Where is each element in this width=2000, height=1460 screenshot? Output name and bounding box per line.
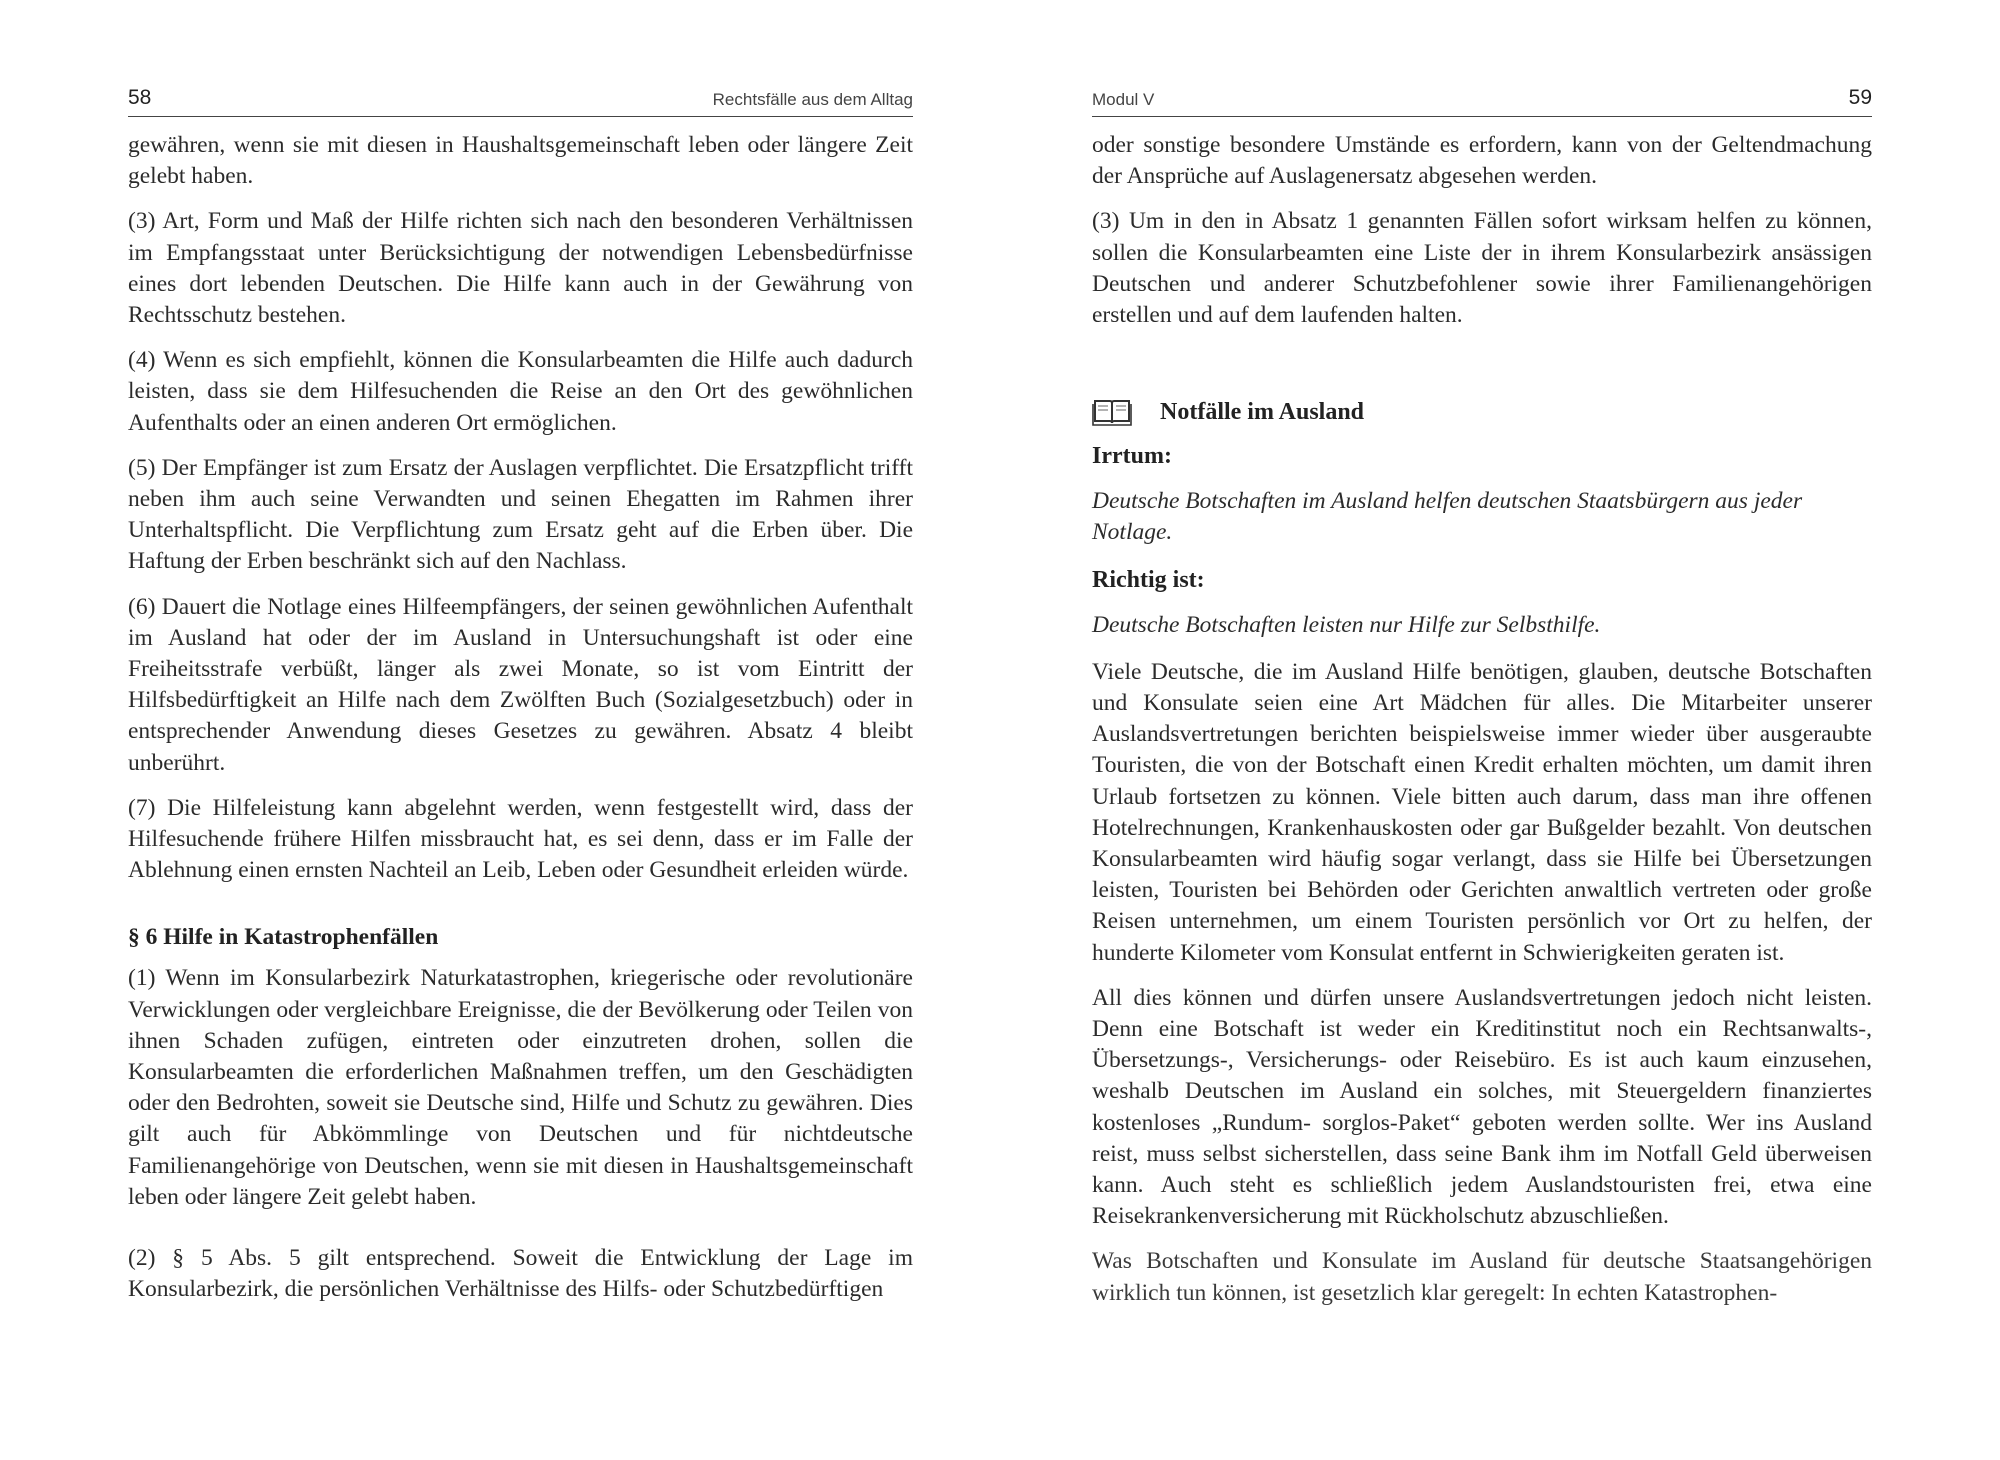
richtig-text: Deutsche Botschaften leisten nur Hilfe zur Selbsthilfe. <box>1092 611 1601 638</box>
paragraph: (2) § 5 Abs. 5 gilt entsprechend. Soweit die Entwicklung der Lage im Konsularbezirk, die persönlichen Verhältnisse des Hilfs- oder Schutzbedürftigen <box>128 1245 913 1303</box>
irrtum-text: Deutsche Botschaften im Ausland helfen deutschen Staatsbürgern aus jeder Notlage. <box>1092 488 1803 546</box>
box-title: Notfälle im Ausland <box>1160 399 1365 426</box>
paragraph: gewähren, wenn sie mit diesen in Haushaltsgemeinschaft leben oder längere Zeit gelebt haben. <box>128 132 913 190</box>
paragraph: All dies können und dürfen unsere Auslandsvertretungen jedoch nicht leisten. Denn eine Botschaft ist weder ein Kreditinstitut noch ein Rechtsanwalts-, Übersetzungs-, Versicherungs- oder Reisebüro. Es ist auch kaum einzusehen, weshalb Deutschen im Ausland ein solches, mit Steuergeldern finanziertes kostenloses „Rundum- sorglos-Paket“ geboten werden sollte. Wer ins Ausland reist, muss selbst sicherstellen, dass seine Bank ihm im Notfall Geld überweisen kann. Auch steht es schließlich jedem Auslandstouristen frei, etwa eine Reisekrankenversicherung mit Rückholschutz abzuschließen. <box>1092 984 1872 1230</box>
paragraph: (7) Die Hilfeleistung kann abgelehnt werden, wenn festgestellt wird, dass der Hilfesuchende frühere Hilfen missbraucht hat, es sei denn, dass er im Falle der Ablehnung einen ernsten Nachteil an Leib, Leben oder Gesundheit erleiden würde. <box>128 794 913 884</box>
running-title: Modul V <box>1092 90 1155 109</box>
paragraph: (3) Um in den in Absatz 1 genannten Fällen sofort wirksam helfen zu können, sollen die Konsularbeamten eine Liste der in ihrem Konsularbezirk ansässigen Deutschen und anderer Schutzbefohlener sowie ihrer Familienangehörigen erstellen und auf dem laufenden halten. <box>1092 208 1872 329</box>
left-page <box>128 0 913 1460</box>
paragraph: (3) Art, Form und Maß der Hilfe richten sich nach den besonderen Verhältnissen im Empfangsstaat unter Berücksichtigung der notwendigen Lebensbedürfnisse eines dort lebenden Deutschen. Die Hilfe kann auch in der Gewährung von Rechtsschutz bestehen. <box>128 208 913 329</box>
paragraph: Was Botschaften und Konsulate im Ausland für deutsche Staatsangehörigen wirklich tun können, ist gesetzlich klar geregelt: In echten Katastrophen- <box>1092 1248 1872 1306</box>
richtig-label: Richtig ist: <box>1092 566 1205 593</box>
irrtum-label: Irrtum: <box>1092 443 1172 470</box>
book-icon <box>1092 397 1132 427</box>
right-page <box>1092 0 1872 1460</box>
paragraph: (4) Wenn es sich empfiehlt, können die Konsularbeamten die Hilfe auch dadurch leisten, dass sie dem Hilfesuchenden die Reise an den Ort des gewöhnlichen Aufenthalts oder an einen anderen Ort ermöglichen. <box>128 347 913 436</box>
paragraph: (5) Der Empfänger ist zum Ersatz der Auslagen verpflichtet. Die Ersatzpflicht trifft neben ihm auch seine Verwandten und seinen Ehegatten im Rahmen ihrer Unterhaltspflicht. Die Verpflichtung zum Ersatz geht auf die Erben über. Die Haftung der Erben beschränkt sich auf den Nachlass. <box>128 454 913 575</box>
page-number: 58 <box>128 86 152 109</box>
paragraph: (1) Wenn im Konsularbezirk Naturkatastrophen, kriegerische oder revolutionäre Verwicklungen oder vergleichbare Ereignisse, die der Bevölkerung oder Teilen von ihnen Schaden zufügen, eintreten oder einzutreten drohen, sollen die Konsularbeamten die erforderlichen Maßnahmen treffen, um den Geschädigten oder den Bedrohten, soweit sie Deutsche sind, Hilfe und Schutz zu gewähren. Dies gilt auch für Abkömmlinge von Deutschen und für nichtdeutsche Familienangehörige von Deutschen, wenn sie mit diesen in Haushaltsgemeinschaft leben oder längere Zeit gelebt haben. <box>128 965 913 1210</box>
page-number: 59 <box>1848 86 1872 109</box>
running-title: Rechtsfälle aus dem Alltag <box>712 90 913 109</box>
right-page-body <box>1092 130 1872 1323</box>
paragraph: (6) Dauert die Notlage eines Hilfeempfängers, der seinen gewöhnlichen Aufenthalt im Ausland hat oder der im Ausland in Untersuchungshaft ist oder eine Freiheitsstrafe verbüßt, länger als zwei Monate, so ist vom Eintritt der Hilfsbedürftigkeit an Hilfe nach dem Zwölften Buch (Sozialgesetzbuch) oder in entsprechender Anwendung dieses Gesetzes zu gewähren. Absatz 4 bleibt unberührt. <box>128 593 913 776</box>
paragraph: oder sonstige besondere Umstände es erfordern, kann von der Geltendmachung der Ansprüche auf Auslagenersatz abgesehen werden. <box>1092 132 1872 190</box>
left-running-head <box>128 82 913 117</box>
right-running-head <box>1092 82 1872 117</box>
section-heading: § 6 Hilfe in Katastrophenfällen <box>128 924 439 951</box>
info-box-heading <box>1092 397 1872 427</box>
left-page-body <box>128 130 913 1320</box>
paragraph: Viele Deutsche, die im Ausland Hilfe benötigen, glauben, deutsche Botschaften und Konsulate seien eine Art Mädchen für alles. Die Mitarbeiter unserer Auslandsvertretungen berichten beispielsweise immer wieder über ausgeraubte Touristen, die von der Botschaft einen Kredit erhalten möchten, um damit ihren Urlaub fortsetzen zu können. Viele bitten auch darum, dass man ihre offenen Hotelrechnungen, Krankenhauskosten oder gar Bußgelder bezahlt. Von deutschen Konsularbeamten wird häufig sogar verlangt, dass sie Hilfe bei Übersetzungen leisten, Touristen bei Behörden oder Gerichten anwaltlich vertreten oder große Reisen unternehmen, um einem Touristen persönlich vor Ort zu helfen, der hunderte Kilometer vom Konsulat entfernt in Schwierigkeiten geraten ist. <box>1092 658 1872 966</box>
